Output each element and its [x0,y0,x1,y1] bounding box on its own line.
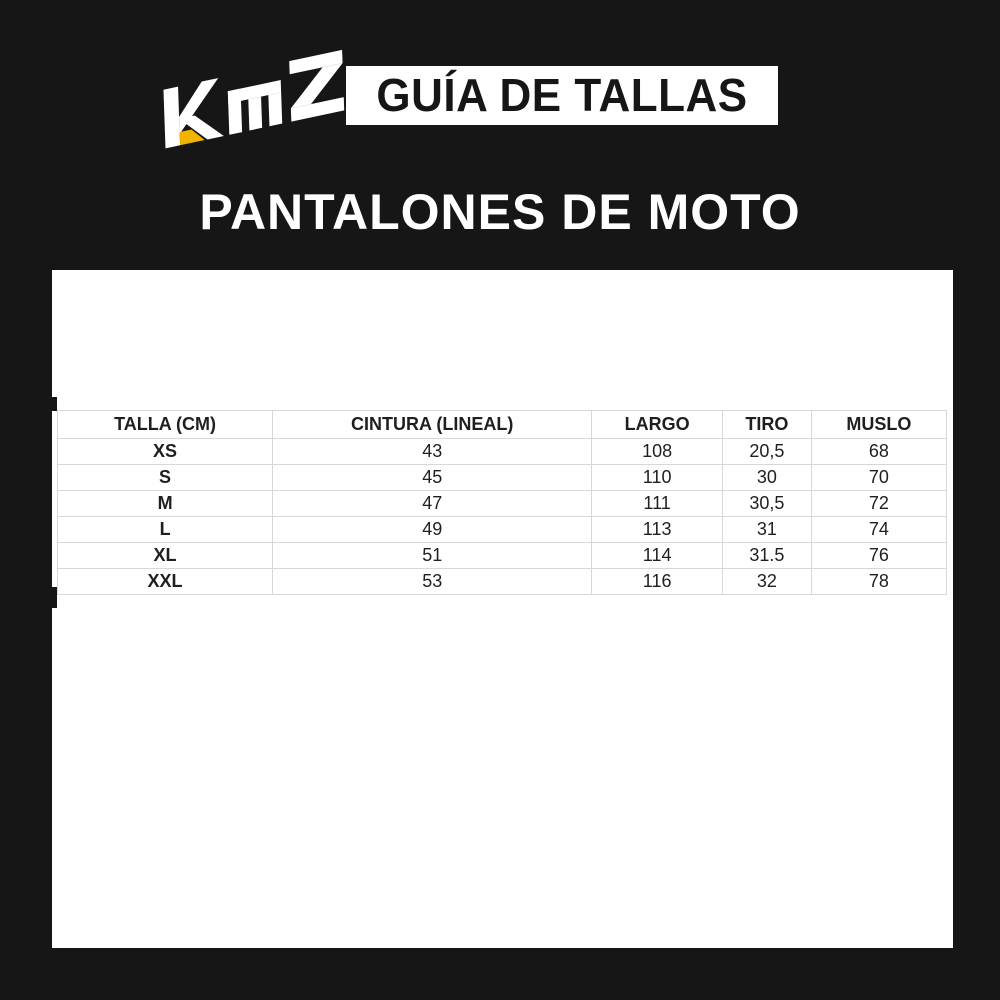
cell-cintura: 45 [273,465,592,491]
cell-largo: 116 [592,569,723,595]
cell-talla: XXL [58,569,273,595]
size-guide-badge [346,66,778,125]
panel-edge-artifact-bottom [46,587,57,608]
table-row-s [58,465,947,491]
size-guide-badge-label: GUÍA DE TALLAS [376,69,748,121]
cell-muslo: 72 [811,491,946,517]
cell-largo: 110 [592,465,723,491]
cell-tiro: 32 [722,569,811,595]
column-header-largo: LARGO [592,411,723,439]
brand-logo-kmz-icon [138,28,358,154]
size-table [57,410,947,595]
cell-muslo: 78 [811,569,946,595]
table-row-m [58,491,947,517]
table-row-xl [58,543,947,569]
table-row-xs [58,439,947,465]
cell-cintura: 43 [273,439,592,465]
cell-cintura: 53 [273,569,592,595]
cell-tiro: 30 [722,465,811,491]
page-title: PANTALONES DE MOTO [199,184,801,240]
cell-muslo: 74 [811,517,946,543]
cell-largo: 113 [592,517,723,543]
column-header-talla: TALLA (CM) [58,411,273,439]
table-header-row [58,411,947,439]
cell-talla: L [58,517,273,543]
cell-tiro: 30,5 [722,491,811,517]
table-row-l [58,517,947,543]
cell-largo: 111 [592,491,723,517]
cell-tiro: 31.5 [722,543,811,569]
cell-muslo: 76 [811,543,946,569]
column-header-cintura: CINTURA (LINEAL) [273,411,592,439]
column-header-muslo: MUSLO [811,411,946,439]
table-row-xxl [58,569,947,595]
cell-talla: XS [58,439,273,465]
cell-tiro: 20,5 [722,439,811,465]
column-header-tiro: TIRO [722,411,811,439]
cell-talla: M [58,491,273,517]
cell-cintura: 49 [273,517,592,543]
cell-muslo: 70 [811,465,946,491]
cell-cintura: 51 [273,543,592,569]
cell-largo: 108 [592,439,723,465]
cell-talla: S [58,465,273,491]
table-panel [52,270,953,948]
panel-edge-artifact-top [46,397,57,411]
cell-tiro: 31 [722,517,811,543]
cell-muslo: 68 [811,439,946,465]
cell-largo: 114 [592,543,723,569]
cell-talla: XL [58,543,273,569]
cell-cintura: 47 [273,491,592,517]
